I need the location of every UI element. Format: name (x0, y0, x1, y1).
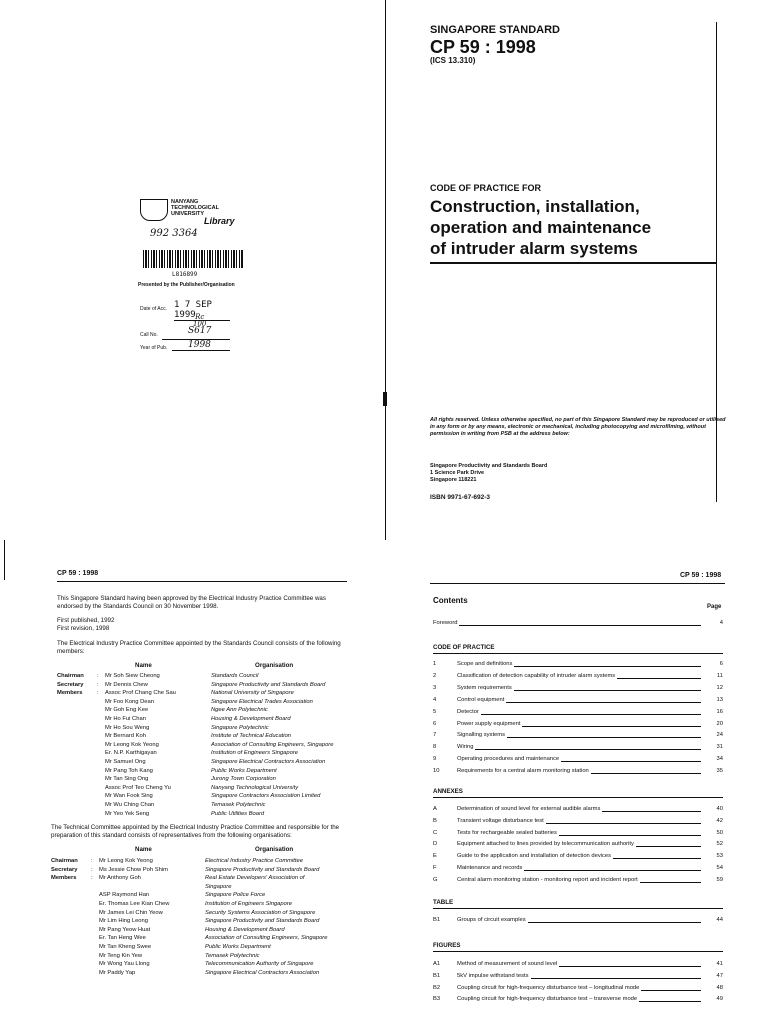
member-organisation: Singapore Productivity and Standards Board (205, 866, 320, 873)
toc-entry[interactable] (433, 829, 723, 837)
committee-row (51, 866, 351, 874)
toc-title: Signalling systems (457, 732, 506, 739)
presented-by: Presented by the Publisher/Organisation (138, 282, 235, 288)
col-name-header-2: Name (135, 846, 152, 853)
toc-number: G (433, 876, 438, 883)
page3-header-rule (430, 583, 725, 584)
standard-code: CP 59 : 1998 (430, 37, 536, 57)
toc-page: 54 (716, 865, 723, 871)
member-role: Chairman (57, 673, 84, 679)
committee-row (57, 706, 357, 714)
ntu-name-line-2: TECHNOLOGICAL (171, 205, 219, 211)
toc-number: B (433, 817, 437, 824)
committee-row (51, 909, 351, 917)
toc-entry[interactable] (433, 684, 723, 692)
toc-title: Requirements for a central alarm monitoring station (457, 768, 589, 775)
toc-entry[interactable] (433, 972, 723, 980)
member-name: Mr Yeo Yek Seng (105, 810, 150, 817)
toc-entry[interactable] (433, 960, 723, 968)
cover-title-line-1: Construction, installation, (430, 197, 640, 216)
member-organisation: Security Systems Association of Singapore (205, 909, 316, 916)
member-name: Mr Leong Kok Yeong (99, 858, 153, 864)
member-organisation: Singapore Contractors Association Limited (211, 793, 321, 800)
toc-page: 13 (716, 696, 723, 703)
year-pub-value: 1998 (188, 340, 211, 350)
toc-page: 24 (716, 732, 723, 739)
committee-row (57, 810, 357, 818)
toc-foreword[interactable] (433, 619, 723, 627)
first-revision: First revision, 1998 (57, 624, 110, 632)
committee-row (57, 758, 357, 766)
page-fold-mark (383, 392, 387, 406)
toc-title: Method of measurement of sound level (457, 961, 558, 967)
member-organisation: Standards Council (211, 673, 259, 679)
member-organisation: Singapore Electrical Trades Association (211, 698, 313, 705)
ics-number: (ICS 13.310) (430, 56, 476, 65)
address-line-3: Singapore 118221 (430, 477, 477, 483)
standard-label: SINGAPORE STANDARD (430, 24, 560, 36)
committee-row (51, 960, 351, 968)
committee-row (51, 857, 351, 865)
member-organisation: Association of Consulting Engineers, Singapore (211, 741, 334, 748)
member-name: Mr Paddy Yap (99, 969, 136, 976)
toc-number: 9 (433, 756, 437, 763)
toc-page: 50 (716, 829, 723, 836)
ntu-library-stamp (140, 199, 260, 226)
member-organisation: National University of Singapore (211, 690, 294, 697)
toc-number: 6 (433, 720, 437, 727)
toc-page: 31 (716, 744, 723, 751)
member-organisation: Singapore Productivity and Standards Board (211, 681, 326, 688)
committee-row (57, 784, 357, 792)
table-heading-rule (433, 908, 723, 909)
col-org-header-2: Organisation (255, 846, 294, 853)
ntu-name-line-1: NANYANG (171, 199, 199, 205)
toc-title: Central alarm monitoring station - monitoring report and incident report (457, 876, 638, 883)
ntu-name (171, 199, 219, 217)
member-colon: : (97, 681, 99, 688)
call-no-line-3: S617 (188, 326, 212, 336)
figures-heading-rule (433, 951, 723, 952)
toc-number: E (433, 853, 437, 860)
toc-entry[interactable] (433, 984, 723, 992)
toc-number: B3 (433, 996, 441, 1003)
toc-entry[interactable] (433, 864, 723, 872)
member-organisation: Telecommunication Authority of Singapore (205, 961, 314, 968)
toc-title: Maintenance and records (457, 865, 523, 871)
toc-number: 10 (433, 768, 440, 775)
member-name: Mr Bernard Koh (105, 733, 146, 740)
member-name: Mr Foo Kong Dean (105, 698, 154, 705)
first-published: First published, 1992 (57, 617, 115, 624)
committee-row (51, 874, 351, 882)
toc-page: 20 (716, 720, 723, 727)
toc-entry[interactable] (433, 852, 723, 860)
toc-title: Groups of circuit examples (457, 917, 526, 923)
toc-title: Detector (457, 708, 479, 715)
toc-title: Tests for rechargeable sealed batteries (457, 829, 557, 836)
committee-row (57, 767, 357, 775)
member-organisation: Institute of Technical Education (211, 733, 292, 740)
member-organisation: Electrical Industry Practice Committee (205, 858, 303, 864)
toc-page: 6 (719, 661, 723, 667)
toc-page: 59 (716, 876, 723, 883)
member-organisation: Singapore Police Force (205, 892, 266, 899)
committee-row (51, 934, 351, 942)
member-name: Mr Ho Sou Weng (105, 724, 150, 731)
toc-page: 35 (716, 768, 723, 775)
member-organisation: Singapore Productivity and Standards Board (205, 918, 320, 925)
member-colon: : (91, 875, 93, 882)
toc-leader (433, 625, 701, 626)
member-colon: : (97, 673, 99, 679)
toc-page: 47 (716, 972, 723, 979)
toc-page: 34 (716, 756, 723, 763)
member-organisation: Association of Consulting Engineers, Singapore (205, 935, 328, 942)
toc-entry[interactable] (433, 840, 723, 848)
member-organisation: Public Utilities Board (211, 810, 265, 817)
toc-title: Foreword (433, 620, 458, 626)
committee-row (57, 689, 357, 697)
toc-leader (457, 714, 701, 715)
member-colon: : (91, 858, 93, 864)
committee-row (57, 698, 357, 706)
committee-row (57, 724, 357, 732)
toc-entry[interactable] (433, 817, 723, 825)
handwritten-number: 992 3364 (150, 228, 198, 239)
member-organisation: Real Estate Developers' Association of (205, 875, 305, 882)
year-pub-label: Year of Pub. (140, 345, 168, 351)
figures-heading: FIGURES (433, 942, 461, 949)
toc-number: A1 (433, 961, 441, 967)
call-no-label: Call No. (140, 332, 158, 338)
cover-title (430, 196, 651, 259)
toc-title: Coupling circuit for high-frequency disturbance test – transverse mode (457, 996, 638, 1003)
member-name: Mr Anthony Goh (99, 875, 141, 882)
annexes-heading: ANNEXES (433, 788, 463, 795)
toc-page: 48 (716, 984, 723, 991)
member-organisation: Temasek Polytechnic (211, 802, 266, 808)
toc-title: Guide to the application and installation of detection devices (457, 853, 612, 860)
member-colon: : (91, 866, 93, 873)
toc-entry[interactable] (433, 708, 723, 716)
page3-header: CP 59 : 1998 (680, 572, 722, 579)
toc-page: 52 (716, 841, 723, 848)
committee-row (57, 749, 357, 757)
member-organisation: Singapore Electrical Contractors Association (205, 969, 320, 976)
member-organisation: Singapore Electrical Contractors Association (211, 759, 326, 765)
toc-page: 49 (716, 996, 723, 1003)
member-organisation: Temasek Polytechnic (205, 952, 260, 959)
toc-entry[interactable] (433, 743, 723, 751)
member-organisation: Singapore (205, 883, 232, 890)
toc-number: D (433, 841, 438, 848)
call-no-line-1: Rc (195, 313, 205, 321)
toc-title: Classification of detection capability of intruder alarm systems (457, 672, 616, 679)
member-name: Mr Wong Yau Llong (99, 961, 150, 968)
toc-number: 1 (433, 661, 437, 667)
isbn: ISBN 9971-67-692-3 (430, 494, 490, 501)
publisher-address (430, 463, 547, 484)
toc-number: 4 (433, 696, 437, 703)
member-role: Chairman (51, 858, 78, 864)
member-role: Secretary (51, 866, 78, 873)
member-name: Mr Soh Siew Cheong (105, 673, 160, 679)
committee-row (51, 952, 351, 960)
toc-number: B2 (433, 984, 441, 991)
member-name: Assoc Prof Teo Cheng Yu (105, 784, 171, 791)
toc-entry[interactable] (433, 660, 723, 668)
toc-number: A (433, 806, 437, 812)
date-acc-label: Date of Acc. (140, 306, 167, 312)
member-name: Er. N.P. Karthigayan (105, 750, 157, 757)
publication-history (57, 617, 114, 632)
member-role: Members (51, 875, 77, 882)
toc-page: 42 (716, 817, 723, 824)
member-name: Assoc Prof Chang Che Sau (105, 690, 176, 697)
toc-page: 16 (716, 708, 723, 715)
toc-title: Determination of sound level for external audible alarms (457, 806, 601, 812)
committee-intro: The Electrical Industry Practice Committee appointed by the Standards Council consists of the following members: (57, 640, 341, 655)
member-name: Mr Samuel Ong (105, 759, 146, 765)
toc-title: Operating procedures and maintenance (457, 756, 560, 763)
call-no-line-2: 100 (192, 320, 207, 328)
member-organisation: Institution of Engineers Singapore (211, 750, 299, 757)
member-organisation: Institution of Engineers Singapore (205, 901, 293, 907)
annexes-heading-rule (433, 797, 723, 798)
member-name: Mr Leong Kok Yeong (105, 741, 159, 748)
toc-number: 3 (433, 684, 437, 691)
toc-title: Coupling circuit for high-frequency disturbance test – longitudinal mode (457, 984, 640, 991)
member-name: Er. Thomas Lee Kian Chew (99, 901, 170, 907)
member-name: Mr Tan Sing Ong (105, 776, 149, 783)
col-org-header-1: Organisation (255, 662, 294, 669)
member-name: Mr Pang Toh Kang (105, 767, 153, 774)
toc-number: 2 (433, 672, 437, 679)
toc-entry[interactable] (433, 696, 723, 704)
member-organisation: Jurong Town Corporation (211, 776, 276, 783)
toc-title: 5kV impulse withstand tests (457, 972, 529, 979)
committee-row (57, 732, 357, 740)
title-underline (430, 262, 717, 264)
scan-edge-mark (4, 540, 5, 580)
rights-notice: All rights reserved. Unless otherwise specified, no part of this Singapore Standard may be reproduced or utilised in any form or by any means, electronic or mechanical, including photocopying and microfilming, without permission in writing from PSB at the address below: (430, 417, 726, 437)
code-of-practice-label: CODE OF PRACTICE FOR (430, 183, 542, 193)
toc-entry[interactable] (433, 672, 723, 680)
toc-page: 11 (716, 672, 723, 679)
toc-entry[interactable] (433, 876, 723, 884)
ntu-name-line-3: UNIVERSITY (171, 211, 205, 217)
member-name: Mr Wan Fook Sing (105, 793, 153, 800)
member-name: Mr Teng Kin Yew (99, 952, 143, 959)
member-role: Secretary (57, 681, 84, 688)
date-acc-value: 1 7 SEP 1999 (174, 300, 230, 321)
page-column-label: Page (707, 604, 722, 610)
member-organisation: Ngee Ann Polytechnic (211, 707, 268, 714)
toc-number: B1 (433, 972, 441, 979)
page2-header-rule (57, 581, 347, 582)
member-organisation: Public Works Department (205, 944, 271, 950)
address-line-2: 1 Science Park Drive (430, 470, 485, 476)
member-organisation: Housing & Development Board (205, 926, 285, 933)
toc-entry[interactable] (433, 916, 723, 924)
toc-leader (457, 749, 701, 750)
committee-row (57, 681, 357, 689)
toc-entry[interactable] (433, 995, 723, 1003)
member-name: Mr Goh Eng Kee (105, 707, 149, 714)
committee-row (51, 969, 351, 977)
member-colon: : (97, 690, 99, 697)
member-name: Mr Lim Hing Leong (99, 918, 148, 925)
toc-page: 41 (716, 961, 723, 967)
toc-number: B1 (433, 917, 441, 923)
committee-row (57, 792, 357, 800)
library-word: Library (204, 216, 235, 226)
member-name: Ms Jessie Chow Poh Shim (99, 866, 168, 873)
endorsement-text: This Singapore Standard having been approved by the Electrical Industry Practice Committee was endorsed by the Standards Council on 30 November 1998. (57, 595, 326, 610)
toc-page: 40 (716, 806, 723, 812)
toc-title: Transient voltage disturbance test (457, 817, 544, 824)
committee-row (57, 801, 357, 809)
member-name: Mr Wu Ching Chan (105, 802, 155, 808)
toc-entry[interactable] (433, 731, 723, 739)
toc-title: Scope and definitions (457, 661, 513, 667)
toc-entry[interactable] (433, 720, 723, 728)
cover-title-line-3: of intruder alarm systems (430, 239, 638, 258)
page-fold-line (385, 0, 386, 540)
member-organisation: Housing & Development Board (211, 716, 291, 722)
toc-title: System requirements (457, 684, 512, 691)
member-organisation: Singapore Polytechnic (211, 724, 269, 731)
toc-title: Wiring (457, 744, 474, 751)
committee-row (51, 926, 351, 934)
toc-title: Equipment attached to lines provided by telecommunication authority (457, 841, 634, 848)
member-name: Er. Tan Heng Wee (99, 935, 146, 942)
ntu-crest-icon (140, 199, 168, 221)
committee-row (51, 917, 351, 925)
member-organisation: Nanyang Technological University (211, 784, 299, 791)
member-name: Mr Tan Kheng Swee (99, 944, 152, 950)
toc-number: C (433, 829, 438, 836)
code-heading-rule (433, 653, 723, 654)
table-heading: TABLE (433, 899, 454, 906)
committee-row (51, 900, 351, 908)
technical-committee-intro: The Technical Committee appointed by the Electrical Industry Practice Committee and responsible for the preparation of this standard consists of representatives from the following organisations: (51, 824, 340, 839)
toc-title: Power supply equipment (457, 720, 521, 727)
committee-row (51, 883, 351, 891)
toc-page: 44 (716, 917, 723, 923)
toc-entry[interactable] (433, 805, 723, 813)
member-role: Members (57, 690, 83, 697)
toc-number: 5 (433, 708, 437, 715)
member-organisation: Public Works Department (211, 767, 277, 774)
toc-entry[interactable] (433, 755, 723, 763)
member-name: Mr Dennis Chew (105, 681, 148, 688)
member-name: Mr Pang Yeow Huat (99, 926, 151, 933)
toc-number: 7 (433, 732, 437, 739)
toc-number: 8 (433, 744, 437, 751)
address-line-1: Singapore Productivity and Standards Board (430, 463, 548, 469)
member-name: ASP Raymond Han (99, 892, 150, 899)
committee-row (51, 891, 351, 899)
committee-row (57, 672, 357, 680)
toc-number: F (433, 865, 437, 871)
committee-row (57, 775, 357, 783)
barcode-number: L816899 (172, 271, 198, 278)
contents-title: Contents (433, 596, 468, 605)
toc-page: 12 (716, 684, 723, 691)
code-of-practice-heading: CODE OF PRACTICE (433, 644, 495, 651)
toc-entry[interactable] (433, 767, 723, 775)
member-name: Mr Ho Fui Chan (105, 716, 146, 722)
committee-row (57, 715, 357, 723)
page2-header: CP 59 : 1998 (57, 570, 99, 577)
member-name: Mr James Lei Chin Yeow (99, 909, 163, 916)
call-no-value (188, 314, 211, 335)
committee-row (57, 741, 357, 749)
barcode (143, 250, 243, 268)
toc-title: Control equipment (457, 696, 505, 703)
col-name-header-1: Name (135, 662, 152, 669)
year-pub-underline (172, 350, 230, 351)
committee-row (51, 943, 351, 951)
toc-page: 53 (716, 853, 723, 860)
toc-page: 4 (719, 620, 723, 626)
cover-title-line-2: operation and maintenance (430, 218, 652, 237)
